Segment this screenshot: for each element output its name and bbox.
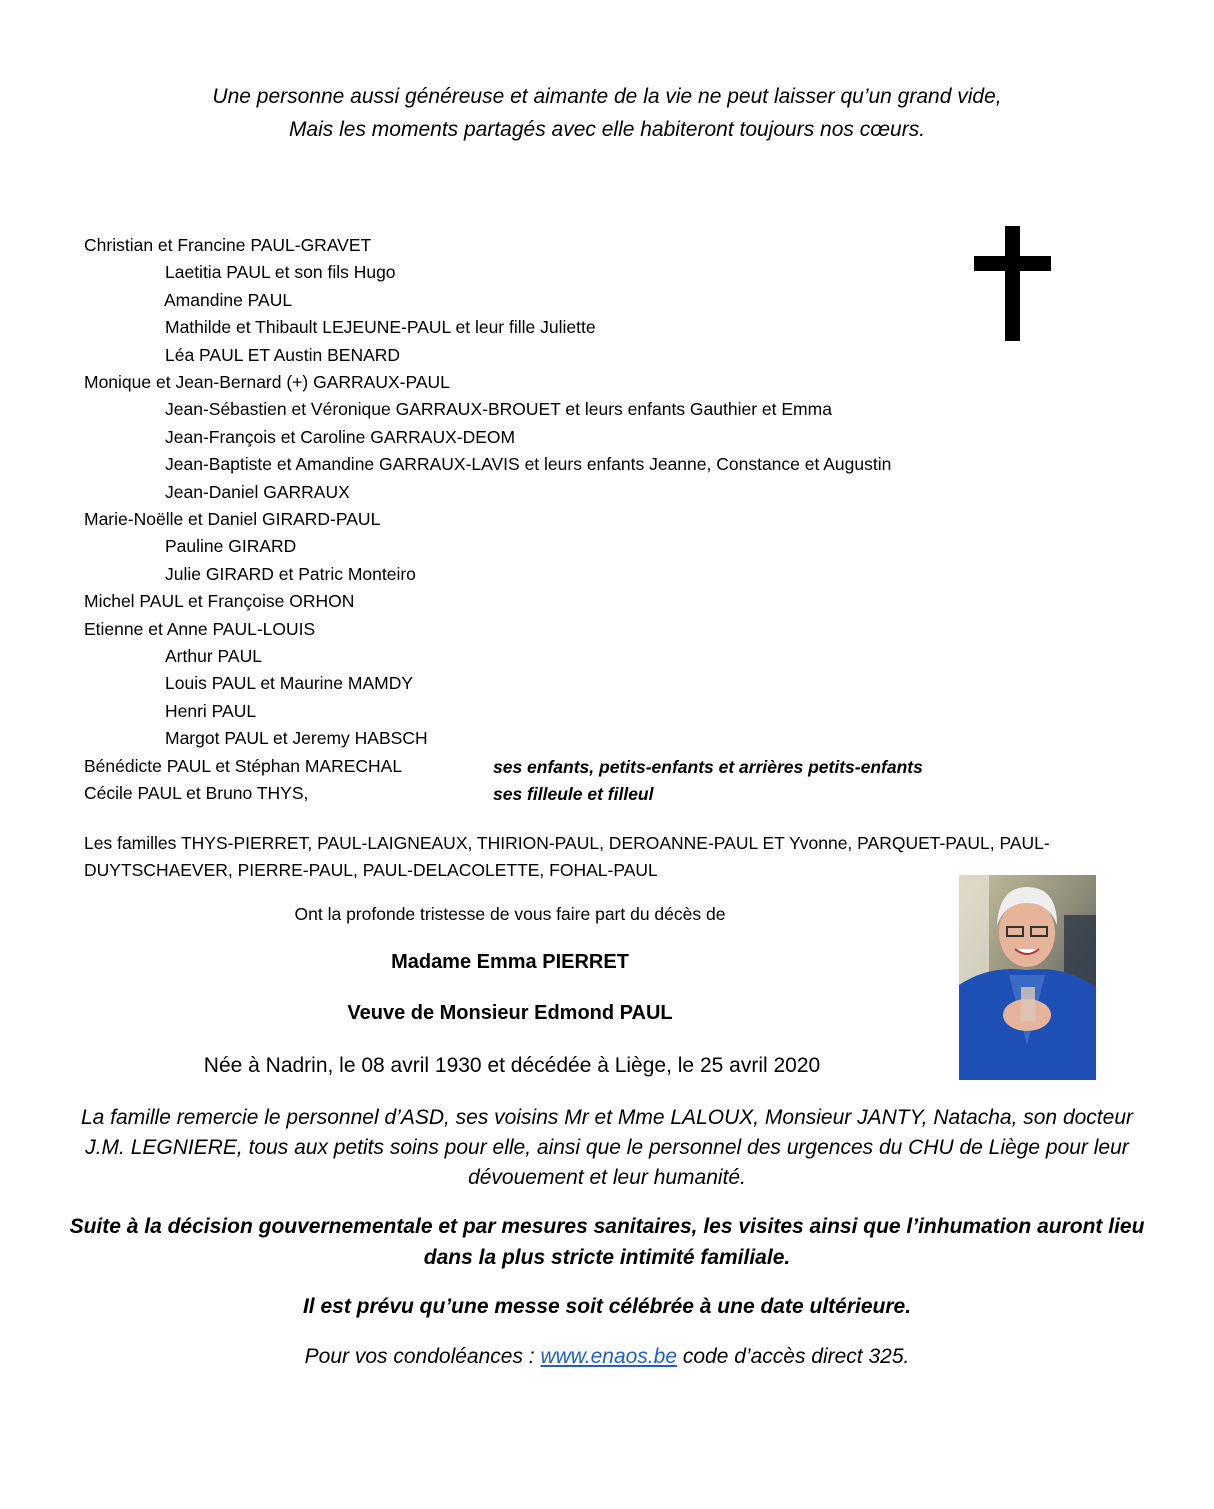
families-line-2: DUYTSCHAEVER, PIERRE-PAUL, PAUL-DELACOLETTE, FOHAL-PAUL [84, 860, 658, 880]
family-member: Jean-François et Caroline GARRAUX-DEOM [165, 426, 516, 447]
mass-notice: Il est prévu qu’une messe soit célébrée à une date ultérieure. [302, 1295, 912, 1318]
family-member: Etienne et Anne PAUL-LOUIS [84, 618, 316, 639]
family-member: Marie-Noëlle et Daniel GIRARD-PAUL [84, 509, 381, 529]
relation-godchildren: ses filleule et filleul [493, 784, 654, 804]
family-member: Pauline GIRARD [165, 536, 297, 557]
notice-line-1: Suite à la décision gouvernementale et par mesures sanitaires, les visites ainsi que l’inhumation auront lieu [69, 1215, 1145, 1238]
family-member: Monique et Jean-Bernard (+) GARRAUX-PAUL [84, 372, 450, 392]
family-member: Louis PAUL et Maurine MAMDY [165, 673, 414, 694]
families-line-1: Les familles THYS-PIERRET, PAUL-LAIGNEAUX, THIRION-PAUL, DEROANNE-PAUL ET Yvonne, PARQUET-PAUL, PAUL- [84, 833, 1050, 853]
family-member: Cécile PAUL et Bruno THYS, [84, 783, 309, 803]
family-member: Julie GIRARD et Patric Monteiro [165, 563, 416, 584]
family-member: Margot PAUL et Jeremy HABSCH [165, 728, 428, 749]
deceased-widow-of: Veuve de Monsieur Edmond PAUL [347, 1002, 673, 1024]
cross-icon [974, 226, 1051, 341]
family-member: Christian et Francine PAUL-GRAVET [84, 235, 372, 255]
thanks-line-3: dévouement et leur humanité. [468, 1166, 746, 1189]
family-member: Jean-Sébastien et Véronique GARRAUX-BROUET et leurs enfants Gauthier et Emma [165, 399, 832, 420]
family-member: Michel PAUL et Françoise ORHON [84, 591, 355, 612]
condolences [60, 1345, 1154, 1369]
quote-line-2: Mais les moments partagés avec elle habiteront toujours nos cœurs. [288, 118, 926, 141]
family-member: Léa PAUL ET Austin BENARD [165, 344, 401, 365]
deceased-photo [959, 875, 1096, 1080]
thanks-line-2: J.M. LEGNIERE, tous aux petits soins pour elle, ainsi que le personnel des urgences du CHU de Liège pour leur [85, 1136, 1129, 1159]
thanks-line-1: La famille remercie le personnel d’ASD, ses voisins Mr et Mme LALOUX, Monsieur JANTY, Natacha, son docteur [81, 1106, 1133, 1129]
condolences-link[interactable]: www.enaos.be [540, 1345, 678, 1368]
condolences-prefix: Pour vos condoléances : [304, 1345, 541, 1368]
family-member: Jean-Daniel GARRAUX [165, 481, 350, 502]
condolences-suffix: code d’accès direct 325. [677, 1345, 910, 1368]
family-member: Amandine PAUL [164, 289, 293, 310]
family-member: Arthur PAUL [165, 646, 262, 666]
quote-line-1: Une personne aussi généreuse et aimante de la vie ne peut laisser qu’un grand vide, [212, 85, 1002, 108]
deceased-name: Madame Emma PIERRET [391, 951, 629, 973]
relation-children: ses enfants, petits-enfants et arrières petits-enfants [493, 757, 923, 777]
family-member: Henri PAUL [165, 700, 257, 721]
family-member: Laetitia PAUL et son fils Hugo [165, 262, 396, 283]
deceased-dates: Née à Nadrin, le 08 avril 1930 et décédée à Liège, le 25 avril 2020 [203, 1054, 821, 1077]
family-member: Jean-Baptiste et Amandine GARRAUX-LAVIS et leurs enfants Jeanne, Constance et Augustin [165, 454, 892, 475]
family-member: Bénédicte PAUL et Stéphan MARECHAL [84, 755, 403, 776]
portrait-image [959, 875, 1096, 1080]
family-member: Mathilde et Thibault LEJEUNE-PAUL et leur fille Juliette [165, 317, 596, 338]
notice-line-2: dans la plus stricte intimité familiale. [423, 1246, 791, 1269]
announcement: Ont la profonde tristesse de vous faire part du décès de [294, 904, 726, 924]
